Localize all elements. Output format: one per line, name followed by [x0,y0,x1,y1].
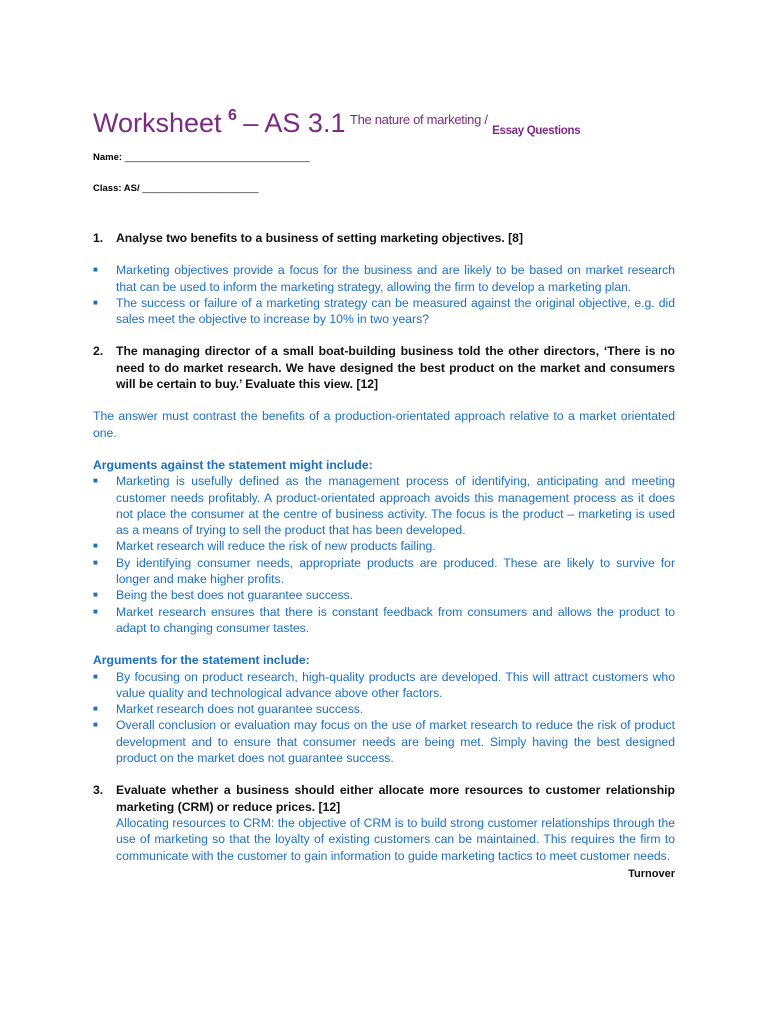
class-label: Class: AS/ [93,183,140,194]
name-label: Name: [93,152,123,163]
question-number: 2. [93,344,104,359]
list-item: ■ Overall conclusion or evaluation may focus on the use of market research to reduce the risk of product development and to ensure that consumer needs are being met. Simply having the best designed product on the market does not guarantee success. [93,718,675,766]
title-code: – AS 3.1 [243,108,346,138]
question-text: The managing director of a small boat-building business told the other directors, ‘There is no need to do market research. We have designed the best product on the market and consumers will be certain to buy.’ Evaluate this view. [12] [116,344,675,392]
arguments-against-list [93,473,675,636]
list-item: ■ Marketing objectives provide a focus for the business and are likely to be based on market research that can be used to inform the marketing strategy, allowing the firm to develop a marketing plan. [93,263,675,294]
bullet-square-icon: ■ [93,265,98,275]
bullet-square-icon: ■ [93,476,98,486]
arguments-against-heading: Arguments against the statement might include: [93,457,373,472]
list-item: ■ By identifying consumer needs, appropriate products are produced. These are likely to survive for longer and make higher profits. [93,555,675,587]
title-number: 6 [228,107,237,124]
list-item: ■ Market research ensures that there is constant feedback from consumers and allows the product to adapt to changing consumer tastes. [93,604,675,635]
bullet-square-icon: ■ [93,671,98,681]
name-field[interactable] [93,152,310,163]
q1-answer-list [93,262,675,327]
bullet-square-icon: ■ [93,590,98,600]
title-kind: Essay Questions [492,125,581,137]
arguments-for-list [93,669,675,767]
list-item: ■ By focusing on product research, high-quality products are developed. This will attract customers who value quality and technological advance above other factors. [93,669,675,700]
title-topic: The nature of marketing / [349,112,488,127]
list-item: ■ Market research does not guarantee success. [93,702,364,717]
question-2 [93,343,675,392]
name-line: ___________________________________ [124,152,310,163]
bullet-square-icon: ■ [93,557,98,567]
bullet-square-icon: ■ [93,704,98,714]
page-title [93,108,580,139]
bullet-square-icon: ■ [93,297,98,307]
bullet-square-icon: ■ [93,606,98,616]
title-main: Worksheet [93,108,222,138]
bullet-square-icon: ■ [93,720,98,730]
class-field[interactable] [93,183,259,194]
question-1 [93,230,675,246]
list-item: ■ Market research will reduce the risk of new products failing. [93,539,436,554]
q3-answer: Allocating resources to CRM: the objective of CRM is to build strong customer relationships through the use of marketing so that the loyalty of existing customers can be maintained. This requires the firm to communicate with the customer to gain information to guide marketing tactics to meet customer needs. [116,815,675,863]
question-text: Evaluate whether a business should either allocate more resources to customer relationship marketing (CRM) or reduce prices. [12] [116,783,675,814]
bullet-square-icon: ■ [93,541,98,551]
list-item: ■ Marketing is usefully defined as the management process of identifying, anticipating and meeting customer needs profitably. A product-orientated approach avoids this management process as it does not place the consumer at the centre of business activity. The focus is the product – marketing is used as a means of trying to sell the product that has been developed. [93,474,675,538]
question-3 [93,782,675,815]
arguments-for-heading: Arguments for the statement include: [93,653,310,668]
question-number: 3. [93,783,104,798]
turnover-label: Turnover [628,867,675,880]
list-item: ■ Being the best does not guarantee success. [93,588,354,603]
list-item: ■ The success or failure of a marketing strategy can be measured against the original objective, e.g. did sales meet the objective to increase by 10% in two years? [93,295,675,327]
class-line: ______________________ [142,183,259,194]
q2-intro: The answer must contrast the benefits of a production-orientated approach relative to a market orientated one. [93,409,675,440]
question-text: Analyse two benefits to a business of setting marketing objectives. [8] [116,231,524,245]
question-number: 1. [93,231,104,245]
worksheet-content [93,230,675,882]
